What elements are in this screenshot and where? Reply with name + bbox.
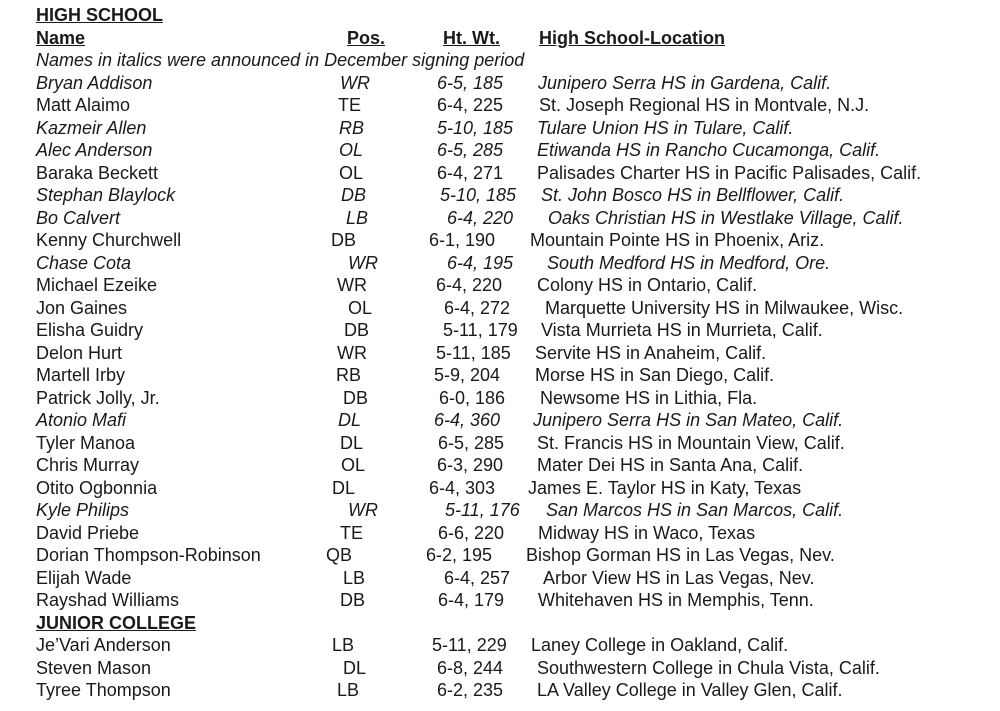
player-pos: DB bbox=[340, 590, 366, 610]
column-header-htwt: Ht. Wt. bbox=[443, 27, 500, 48]
player-htwt: 5-9, 204 bbox=[434, 365, 501, 385]
player-name: Rayshad Williams bbox=[36, 590, 180, 610]
player-location: Tulare Union HS in Tulare, Calif. bbox=[537, 117, 794, 138]
player-name: Jon Gaines bbox=[36, 297, 128, 318]
player-pos: DB bbox=[331, 230, 357, 250]
column-header-pos: Pos. bbox=[347, 27, 386, 48]
player-name: Tyree Thompson bbox=[36, 680, 171, 700]
player-name: Elijah Wade bbox=[36, 567, 132, 588]
player-htwt: 6-5, 285 bbox=[437, 140, 504, 160]
player-pos: LB bbox=[343, 567, 366, 588]
player-pos: DB bbox=[343, 387, 369, 408]
column-headers bbox=[0, 27, 1000, 50]
player-pos: DB bbox=[344, 320, 370, 340]
player-location: St. Joseph Regional HS in Montvale, N.J. bbox=[539, 95, 870, 115]
player-pos: RB bbox=[339, 117, 365, 138]
player-name: Dorian Thompson-Robinson bbox=[36, 545, 261, 565]
player-name: Atonio Mafi bbox=[36, 410, 127, 430]
player-htwt: 6-4, 179 bbox=[438, 590, 505, 610]
player-htwt: 6-4, 220 bbox=[447, 207, 514, 228]
player-pos: LB bbox=[337, 680, 360, 700]
player-pos: OL bbox=[339, 140, 364, 160]
player-htwt: 6-4, 271 bbox=[437, 162, 504, 183]
player-location: St. Francis HS in Mountain View, Calif. bbox=[537, 432, 845, 453]
player-pos: LB bbox=[332, 635, 355, 655]
player-name: Bo Calvert bbox=[36, 207, 121, 228]
player-pos: OL bbox=[348, 297, 373, 318]
table-row bbox=[0, 409, 1000, 432]
column-header-name: Name bbox=[36, 27, 86, 48]
player-pos: WR bbox=[337, 275, 367, 295]
table-row bbox=[0, 184, 1000, 207]
table-row bbox=[0, 454, 1000, 477]
player-location: Whitehaven HS in Memphis, Tenn. bbox=[538, 590, 814, 610]
player-htwt: 5-11, 176 bbox=[445, 500, 520, 520]
player-location: Vista Murrieta HS in Murrieta, Calif. bbox=[541, 320, 823, 340]
player-name: Otito Ogbonnia bbox=[36, 477, 158, 498]
player-location: Etiwanda HS in Rancho Cucamonga, Calif. bbox=[537, 140, 881, 160]
player-htwt: 5-11, 229 bbox=[432, 635, 507, 655]
table-row bbox=[0, 432, 1000, 455]
table-row bbox=[0, 499, 1000, 522]
player-pos: WR bbox=[348, 500, 378, 520]
player-htwt: 5-11, 185 bbox=[436, 342, 511, 363]
player-name: David Priebe bbox=[36, 522, 140, 543]
player-name: Je’Vari Anderson bbox=[36, 635, 171, 655]
player-pos: TE bbox=[340, 522, 364, 543]
player-pos: DB bbox=[341, 185, 367, 205]
table-row bbox=[0, 364, 1000, 387]
player-htwt: 6-4, 272 bbox=[444, 297, 511, 318]
table-row bbox=[0, 567, 1000, 590]
table-row bbox=[0, 679, 1000, 702]
section-title-junior-college: JUNIOR COLLEGE bbox=[36, 612, 197, 633]
player-pos: QB bbox=[326, 545, 353, 565]
player-location: Junipero Serra HS in San Mateo, Calif. bbox=[533, 410, 844, 430]
player-pos: DL bbox=[338, 410, 362, 430]
player-location: Palisades Charter HS in Pacific Palisades, Calif. bbox=[537, 162, 922, 183]
player-name: Tyler Manoa bbox=[36, 432, 136, 453]
table-row bbox=[0, 162, 1000, 185]
player-pos: DL bbox=[332, 477, 356, 498]
column-header-location: High School-Location bbox=[539, 27, 725, 48]
table-row bbox=[0, 477, 1000, 500]
player-htwt: 5-11, 179 bbox=[443, 320, 518, 340]
table-row bbox=[0, 319, 1000, 342]
player-name: Stephan Blaylock bbox=[36, 185, 176, 205]
player-htwt: 6-2, 235 bbox=[437, 680, 504, 700]
player-location: Southwestern College in Chula Vista, Calif. bbox=[537, 657, 880, 678]
player-htwt: 6-8, 244 bbox=[437, 657, 504, 678]
table-row bbox=[0, 229, 1000, 252]
table-row bbox=[0, 117, 1000, 140]
player-location: Servite HS in Anaheim, Calif. bbox=[535, 342, 767, 363]
player-htwt: 6-4, 220 bbox=[436, 275, 503, 295]
player-name: Steven Mason bbox=[36, 657, 152, 678]
player-location: Bishop Gorman HS in Las Vegas, Nev. bbox=[526, 545, 835, 565]
player-pos: WR bbox=[337, 342, 367, 363]
player-htwt: 6-4, 195 bbox=[447, 252, 514, 273]
player-htwt: 6-4, 257 bbox=[444, 567, 511, 588]
table-row bbox=[0, 94, 1000, 117]
player-location: Arbor View HS in Las Vegas, Nev. bbox=[543, 567, 815, 588]
player-location: LA Valley College in Valley Glen, Calif. bbox=[537, 680, 843, 700]
player-htwt: 6-0, 186 bbox=[439, 387, 506, 408]
player-location: Junipero Serra HS in Gardena, Calif. bbox=[538, 72, 832, 93]
player-name: Martell Irby bbox=[36, 365, 126, 385]
player-location: Morse HS in San Diego, Calif. bbox=[535, 365, 775, 385]
player-name: Bryan Addison bbox=[36, 72, 153, 93]
table-row bbox=[0, 387, 1000, 410]
table-row bbox=[0, 342, 1000, 365]
high-school-section-header bbox=[0, 4, 1000, 27]
player-htwt: 6-1, 190 bbox=[429, 230, 496, 250]
player-pos: LB bbox=[346, 207, 369, 228]
player-name: Kyle Philips bbox=[36, 500, 130, 520]
player-pos: DL bbox=[340, 432, 364, 453]
player-pos: OL bbox=[341, 455, 366, 475]
player-location: Oaks Christian HS in Westlake Village, Calif. bbox=[548, 207, 904, 228]
player-name: Michael Ezeike bbox=[36, 275, 158, 295]
player-pos: RB bbox=[336, 365, 362, 385]
table-row bbox=[0, 139, 1000, 162]
player-name: Patrick Jolly, Jr. bbox=[36, 387, 160, 408]
player-location: Colony HS in Ontario, Calif. bbox=[537, 275, 758, 295]
table-row bbox=[0, 72, 1000, 95]
player-location: James E. Taylor HS in Katy, Texas bbox=[528, 477, 802, 498]
table-row bbox=[0, 207, 1000, 230]
player-htwt: 6-6, 220 bbox=[438, 522, 505, 543]
section-title-high-school: HIGH SCHOOL bbox=[36, 5, 164, 25]
player-name: Chris Murray bbox=[36, 455, 140, 475]
player-pos: OL bbox=[339, 162, 364, 183]
table-row bbox=[0, 274, 1000, 297]
player-location: South Medford HS in Medford, Ore. bbox=[547, 252, 831, 273]
player-location: Laney College in Oakland, Calif. bbox=[531, 635, 789, 655]
player-location: Midway HS in Waco, Texas bbox=[538, 522, 756, 543]
player-htwt: 6-5, 185 bbox=[437, 72, 504, 93]
table-row bbox=[0, 297, 1000, 320]
player-name: Alec Anderson bbox=[36, 140, 153, 160]
player-pos: WR bbox=[340, 72, 370, 93]
player-htwt: 6-2, 195 bbox=[426, 545, 493, 565]
player-htwt: 6-4, 360 bbox=[434, 410, 501, 430]
player-name: Chase Cota bbox=[36, 252, 132, 273]
italics-note-text: Names in italics were announced in December signing period bbox=[36, 50, 525, 70]
player-pos: TE bbox=[338, 95, 362, 115]
table-row bbox=[0, 522, 1000, 545]
player-htwt: 5-10, 185 bbox=[440, 185, 517, 205]
player-htwt: 6-4, 225 bbox=[437, 95, 504, 115]
player-htwt: 6-4, 303 bbox=[429, 477, 496, 498]
table-row bbox=[0, 634, 1000, 657]
player-name: Delon Hurt bbox=[36, 342, 123, 363]
table-row bbox=[0, 252, 1000, 275]
player-location: Newsome HS in Lithia, Fla. bbox=[540, 387, 758, 408]
player-name: Baraka Beckett bbox=[36, 162, 159, 183]
player-pos: WR bbox=[348, 252, 378, 273]
player-htwt: 6-3, 290 bbox=[437, 455, 504, 475]
italics-note bbox=[0, 49, 1000, 72]
junior-college-section-header bbox=[0, 612, 1000, 635]
player-location: Mater Dei HS in Santa Ana, Calif. bbox=[537, 455, 804, 475]
player-location: San Marcos HS in San Marcos, Calif. bbox=[546, 500, 844, 520]
player-pos: DL bbox=[343, 657, 367, 678]
table-row bbox=[0, 657, 1000, 680]
player-location: Mountain Pointe HS in Phoenix, Ariz. bbox=[530, 230, 825, 250]
player-name: Matt Alaimo bbox=[36, 95, 131, 115]
player-htwt: 6-5, 285 bbox=[438, 432, 505, 453]
player-name: Elisha Guidry bbox=[36, 320, 144, 340]
player-name: Kazmeir Allen bbox=[36, 117, 147, 138]
table-row bbox=[0, 544, 1000, 567]
table-row bbox=[0, 589, 1000, 612]
player-name: Kenny Churchwell bbox=[36, 230, 182, 250]
player-htwt: 5-10, 185 bbox=[437, 117, 514, 138]
player-location: Marquette University HS in Milwaukee, Wisc. bbox=[545, 297, 904, 318]
player-location: St. John Bosco HS in Bellflower, Calif. bbox=[541, 185, 845, 205]
